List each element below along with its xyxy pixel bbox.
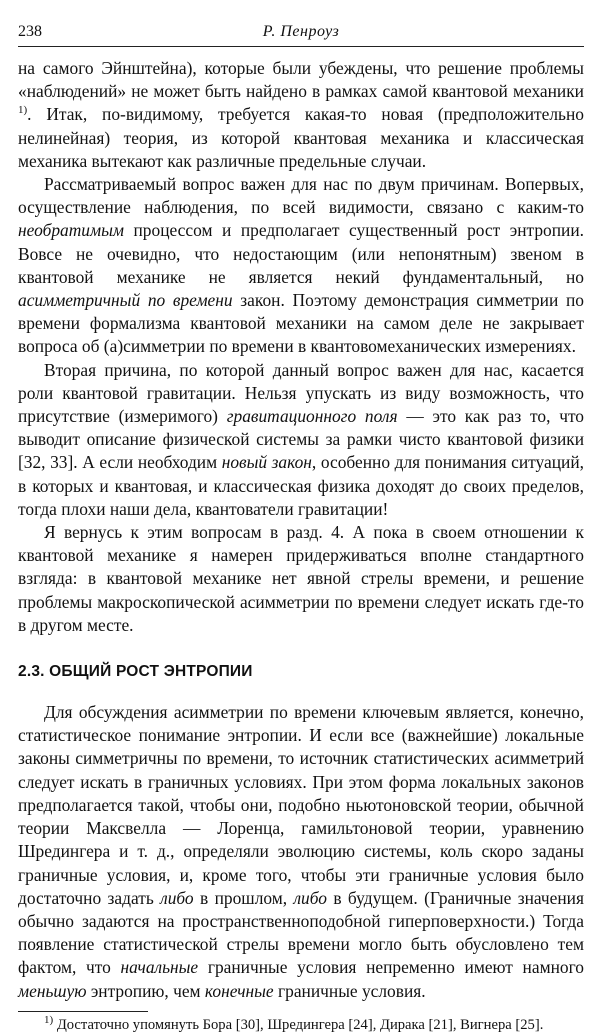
italic-term: конечные	[204, 980, 274, 1001]
italic-term: либо	[160, 887, 194, 908]
footnote	[18, 1013, 584, 1035]
italic-term: необратимым	[18, 220, 124, 241]
footnote-text: Достаточно упомянуть Бора [30], Шредингера [24], Дирака [21], Вигнера [25].	[53, 1016, 544, 1033]
paragraph-5	[18, 701, 584, 1003]
text-run: граничные условия непременно имеют намного	[198, 957, 584, 978]
paragraph-1	[18, 57, 584, 173]
italic-term: асимметричный по времени	[18, 290, 233, 311]
italic-term: либо	[293, 887, 327, 908]
text-run: на самого Эйнштейна), которые были убеждены, что решение проблемы «наблюдений» не может быть найдено в рамках самой квантовой механики	[18, 58, 584, 102]
paragraph-2	[18, 173, 584, 359]
text-run: Вторая причина, по которой данный вопрос важен для нас, касается роли квантовой гравитации. Нельзя упускать из виду возможность, что присутствие (измеримого)	[18, 359, 584, 427]
footnote-ref: 1)	[18, 104, 28, 117]
italic-term: меньшую	[18, 980, 87, 1001]
text-run: — это как раз то, что выводит описание физической системы за рамки чисто квантовой физики [32, 33]. А если необходим	[18, 406, 585, 473]
text-run: в будущем. (Граничные значения обычно задаются на пространственноподобной гиперповерхности.) Тогда появление статистической стрелы времени могло быть обусловлено тем фактом, что	[18, 887, 584, 978]
text-run: энтропию, чем	[86, 980, 205, 1001]
italic-term: начальные	[120, 957, 199, 978]
section-heading: 2.3. ОБЩИЙ РОСТ ЭНТРОПИИ	[18, 663, 253, 681]
italic-term: гравитационного поля	[226, 406, 398, 427]
paragraph-3	[18, 359, 584, 521]
footnote-mark: 1)	[44, 1013, 54, 1026]
footnote-separator	[18, 1011, 148, 1012]
text-run: , особенно для понимания ситуаций, в которых и квантовая, и классическая физика доходят до своих пределов, тогда плохи наши дела, квантователи гравитации!	[18, 452, 585, 519]
text-run: . Итак, по-видимому, требуется какая-то новая (предположительно нелинейная) теория, из которой квантовая механика и классическая механика вытекают как различные предельные случаи.	[18, 104, 584, 171]
running-head: Р. Пенроуз	[262, 23, 340, 40]
text-run: процессом и предполагает существенный рост энтропии. Вовсе не очевидно, что недостающим (или непонятным) звеном в квантовой механике не является некий фундаментальный, но	[18, 220, 584, 287]
page-header	[18, 20, 584, 47]
text-run: Рассматриваемый вопрос важен для нас по двум причинам. Вопервых, осуществление наблюдения, по всей видимости, связано с каким-то	[18, 174, 584, 218]
text-run: закон. Поэтому демонстрация симметрии по времени формализма квантовой механики на самом деле не закрывает вопроса об (а)симметрии по времени в квантовомеханических измерениях.	[18, 290, 584, 357]
page-body	[18, 57, 584, 1035]
text-run: в прошлом,	[193, 887, 294, 908]
italic-term: новый закон	[221, 452, 312, 473]
page-number: 238	[18, 23, 42, 40]
text-run: граничные условия.	[273, 980, 426, 1001]
text-run: Для обсуждения асимметрии по времени ключевым является, конечно, статистическое понимание энтропии. И если все (важнейшие) локальные законы симметричны по времени, то источник статистических асимметрий следует искать в граничных условиях. При этом форма локальных законов предполагается такой, чтобы они, подобно ньютоновской теории, обычной теории Максвелла — Лоренца, гамильтоновой теории, уравнению Шредингера и т. д., определяли эволюцию системы, коль скоро заданы граничные условия, и, кроме того, чтобы эти граничные условия было достаточно задать	[18, 702, 584, 908]
paragraph-4: Я вернусь к этим вопросам в разд. 4. А пока в своем отношении к квантовой механике я намерен придерживаться вполне стандартного взгляда: в квантовой механике нет явной стрелы времени, и решение проблемы макроскопической асимметрии по времени следует искать где-то в другом месте.	[18, 522, 584, 635]
